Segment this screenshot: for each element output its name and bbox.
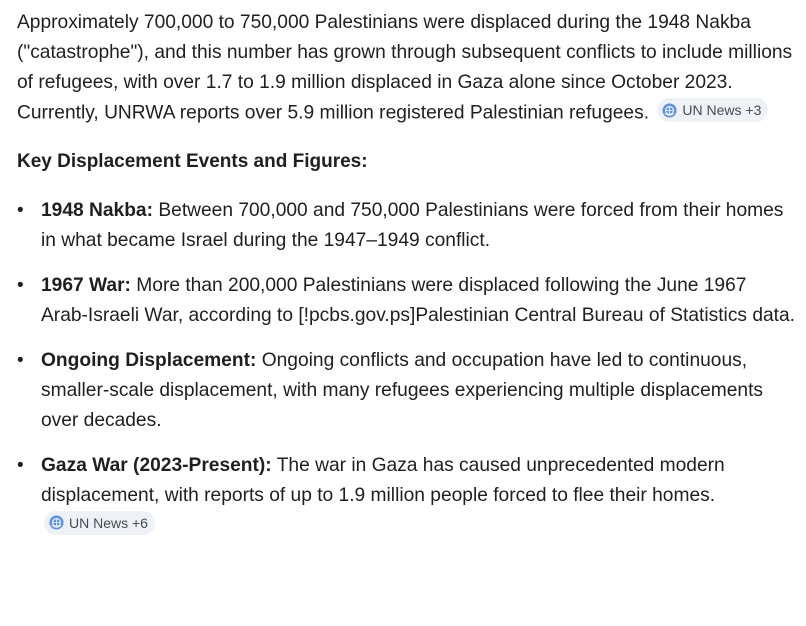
event-text: More than 200,000 Palestinians were displaced following the June 1967 Arab-Israeli War, according to [!pcbs.gov.ps]Palestinian Central Bureau of Statistics data.	[41, 274, 796, 326]
events-list	[17, 196, 797, 542]
bullet: •	[17, 199, 24, 221]
list-item	[17, 196, 797, 256]
intro-text: Approximately 700,000 to 750,000 Palestinians were displaced during the 1948 Nakba ("catastrophe"), and this number has grown through subsequent conflicts to include millions of refugees, with over 1.7 to 1.9 million displaced in Gaza alone since October 2023. Currently, UNRWA reports over 5.9 million registered Palestinian refugees.	[17, 12, 793, 124]
event-term: 1967 War:	[41, 274, 131, 296]
event-text: Between 700,000 and 750,000 Palestinians were forced from their homes in what became Israel during the 1947–1949 conflict.	[41, 199, 784, 251]
section-heading: Key Displacement Events and Figures:	[17, 150, 368, 172]
bullet: •	[17, 454, 24, 476]
event-term: Ongoing Displacement:	[41, 349, 257, 371]
source-chip-label: UN News +3	[682, 102, 762, 118]
event-text: The war in Gaza has caused unprecedented modern displacement, with reports of up to 1.9 million people forced to flee their homes.	[41, 454, 725, 506]
source-chip[interactable]	[44, 511, 155, 535]
event-text: Ongoing conflicts and occupation have led to continuous, smaller-scale displacement, with many refugees experiencing multiple displacements over decades.	[41, 349, 763, 431]
source-chip[interactable]	[657, 98, 768, 122]
bullet: •	[17, 274, 24, 296]
source-chip-label: UN News +6	[69, 514, 148, 531]
event-term: Gaza War (2023-Present):	[41, 454, 272, 476]
event-term: 1948 Nakba:	[41, 199, 153, 221]
list-item	[17, 271, 797, 331]
list-item	[17, 451, 797, 542]
bullet: •	[17, 349, 24, 371]
intro-paragraph	[17, 8, 797, 129]
un-emblem-icon	[662, 103, 677, 118]
list-item	[17, 346, 797, 436]
un-emblem-icon	[49, 515, 64, 530]
